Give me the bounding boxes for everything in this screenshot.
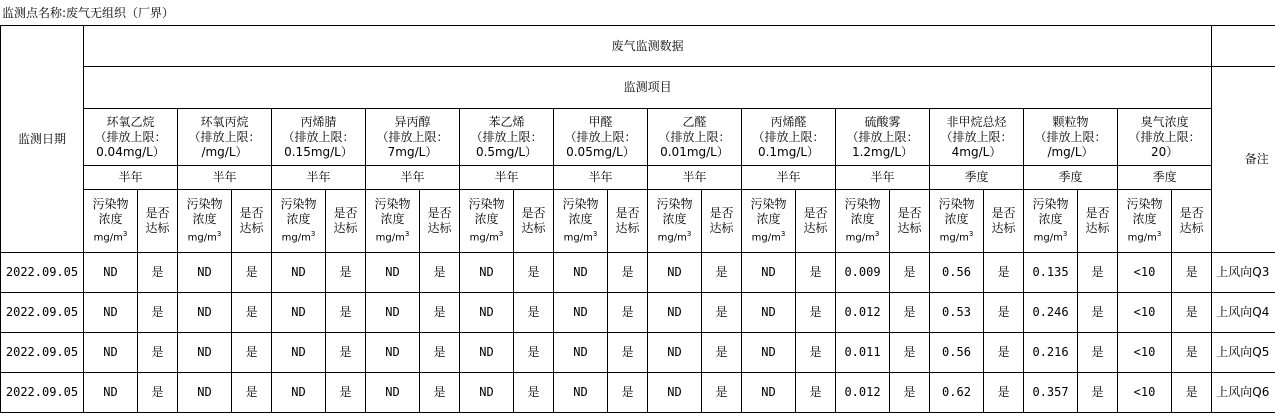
unit-text: mg/m bbox=[657, 232, 687, 244]
item-limit-value: 0.5mg/L） bbox=[475, 144, 538, 159]
concentration-value: ND bbox=[648, 373, 702, 413]
item-name: 非甲烷总烃 bbox=[946, 114, 1007, 129]
table-row bbox=[1, 293, 1275, 333]
concentration-value: ND bbox=[460, 293, 514, 333]
compliance-line2: 达标 bbox=[803, 221, 828, 235]
item-header-cell bbox=[742, 109, 836, 166]
compliance-line1: 是否 bbox=[145, 206, 170, 220]
site-name-label: 监测点名称: bbox=[2, 6, 67, 20]
concentration-value: ND bbox=[366, 293, 420, 333]
compliance-value: 是 bbox=[796, 373, 836, 413]
concentration-value: ND bbox=[742, 293, 796, 333]
row-remark: 上风向Q5 bbox=[1212, 333, 1275, 373]
compliance-header bbox=[326, 190, 366, 253]
compliance-line2: 达标 bbox=[615, 221, 640, 235]
concentration-value: ND bbox=[178, 333, 232, 373]
compliance-value: 是 bbox=[326, 373, 366, 413]
compliance-header bbox=[1172, 190, 1212, 253]
item-frequency: 半年 bbox=[648, 166, 742, 190]
item-limit-value: 4mg/L） bbox=[951, 144, 1002, 159]
compliance-value: 是 bbox=[514, 293, 554, 333]
compliance-header bbox=[1078, 190, 1118, 253]
compliance-line1: 是否 bbox=[1179, 206, 1204, 220]
concentration-line1: 污染物 bbox=[562, 196, 599, 211]
item-limit-label: （排放上限： bbox=[282, 129, 355, 144]
concentration-value: ND bbox=[648, 253, 702, 293]
item-name: 丙烯腈 bbox=[300, 114, 337, 129]
compliance-line2: 达标 bbox=[1179, 221, 1204, 235]
concentration-line1: 污染物 bbox=[280, 196, 317, 211]
concentration-unit bbox=[1024, 227, 1077, 245]
compliance-value: 是 bbox=[984, 253, 1024, 293]
compliance-value: 是 bbox=[232, 373, 272, 413]
item-limit-value: /mg/L） bbox=[201, 144, 248, 159]
compliance-value: 是 bbox=[702, 373, 742, 413]
unit-superscript: 3 bbox=[122, 229, 128, 238]
compliance-value: 是 bbox=[1078, 333, 1118, 373]
item-limit-value: 20） bbox=[1150, 144, 1179, 159]
compliance-value: 是 bbox=[890, 253, 930, 293]
row-date: 2022.09.05 bbox=[1, 373, 84, 413]
concentration-header bbox=[366, 190, 420, 253]
compliance-value: 是 bbox=[984, 373, 1024, 413]
compliance-value: 是 bbox=[420, 253, 460, 293]
item-frequency: 季度 bbox=[1024, 166, 1118, 190]
row-remark: 上风向Q4 bbox=[1212, 293, 1275, 333]
item-name: 颗粒物 bbox=[1052, 114, 1089, 129]
unit-text: mg/m bbox=[375, 232, 405, 244]
compliance-value: 是 bbox=[514, 373, 554, 413]
concentration-value: ND bbox=[84, 253, 138, 293]
concentration-value: ND bbox=[366, 333, 420, 373]
compliance-line1: 是否 bbox=[615, 206, 640, 220]
compliance-value: 是 bbox=[984, 333, 1024, 373]
site-name-value: 废气无组织（厂界） bbox=[66, 6, 175, 20]
concentration-line2: 浓度 bbox=[756, 211, 781, 226]
item-frequency: 半年 bbox=[272, 166, 366, 190]
row-date: 2022.09.05 bbox=[1, 253, 84, 293]
compliance-line2: 达标 bbox=[709, 221, 734, 235]
concentration-line1: 污染物 bbox=[468, 196, 505, 211]
compliance-header bbox=[702, 190, 742, 253]
unit-superscript: 3 bbox=[216, 229, 222, 238]
item-frequency: 半年 bbox=[460, 166, 554, 190]
unit-text: mg/m bbox=[563, 232, 593, 244]
compliance-value: 是 bbox=[702, 293, 742, 333]
compliance-value: 是 bbox=[1172, 373, 1212, 413]
item-limit-value: 7mg/L） bbox=[387, 144, 438, 159]
unit-superscript: 3 bbox=[592, 229, 598, 238]
concentration-value: ND bbox=[460, 253, 514, 293]
concentration-value: ND bbox=[554, 373, 608, 413]
concentration-value: ND bbox=[178, 253, 232, 293]
table-title: 废气监测数据 bbox=[84, 26, 1212, 67]
compliance-line1: 是否 bbox=[427, 206, 452, 220]
item-limit-label: （排放上限： bbox=[188, 129, 261, 144]
compliance-line2: 达标 bbox=[897, 221, 922, 235]
compliance-value: 是 bbox=[796, 293, 836, 333]
concentration-header bbox=[272, 190, 326, 253]
compliance-value: 是 bbox=[420, 293, 460, 333]
concentration-value: ND bbox=[554, 293, 608, 333]
concentration-value: ND bbox=[178, 373, 232, 413]
compliance-line2: 达标 bbox=[145, 221, 170, 235]
concentration-value: ND bbox=[554, 333, 608, 373]
table-row bbox=[1, 373, 1275, 413]
compliance-value: 是 bbox=[326, 293, 366, 333]
compliance-value: 是 bbox=[796, 253, 836, 293]
concentration-header bbox=[178, 190, 232, 253]
concentration-line1: 污染物 bbox=[844, 196, 881, 211]
item-limit-value: 0.01mg/L） bbox=[660, 144, 729, 159]
concentration-value: 0.56 bbox=[930, 253, 984, 293]
concentration-unit bbox=[460, 227, 513, 245]
compliance-line1: 是否 bbox=[333, 206, 358, 220]
item-limit-value: 1.2mg/L） bbox=[851, 144, 914, 159]
concentration-line1: 污染物 bbox=[92, 196, 129, 211]
item-header-cell bbox=[836, 109, 930, 166]
concentration-unit bbox=[742, 227, 795, 245]
concentration-value: ND bbox=[460, 373, 514, 413]
compliance-value: 是 bbox=[514, 253, 554, 293]
compliance-header bbox=[608, 190, 648, 253]
concentration-line2: 浓度 bbox=[1038, 211, 1063, 226]
compliance-value: 是 bbox=[138, 253, 178, 293]
monitoring-table bbox=[0, 25, 1275, 413]
concentration-header bbox=[1024, 190, 1078, 253]
compliance-value: 是 bbox=[232, 293, 272, 333]
date-header: 监测日期 bbox=[1, 26, 84, 253]
compliance-value: 是 bbox=[890, 373, 930, 413]
concentration-value: 0.009 bbox=[836, 253, 890, 293]
concentration-unit bbox=[1118, 227, 1171, 245]
item-limit-value: 0.1mg/L） bbox=[757, 144, 820, 159]
concentration-unit bbox=[366, 227, 419, 245]
concentration-unit bbox=[272, 227, 325, 245]
concentration-line1: 污染物 bbox=[1032, 196, 1069, 211]
concentration-value: 0.53 bbox=[930, 293, 984, 333]
concentration-value: <10 bbox=[1118, 333, 1172, 373]
item-name: 环氧乙烷 bbox=[106, 114, 155, 129]
compliance-header bbox=[890, 190, 930, 253]
concentration-value: 0.011 bbox=[836, 333, 890, 373]
item-header-cell bbox=[272, 109, 366, 166]
item-name: 甲醛 bbox=[588, 114, 613, 129]
unit-text: mg/m bbox=[939, 232, 969, 244]
table-row bbox=[1, 253, 1275, 293]
title-blank-cell bbox=[1212, 26, 1275, 67]
item-frequency: 半年 bbox=[554, 166, 648, 190]
compliance-value: 是 bbox=[608, 373, 648, 413]
item-limit-value: 0.15mg/L） bbox=[284, 144, 353, 159]
row-date: 2022.09.05 bbox=[1, 293, 84, 333]
compliance-header bbox=[514, 190, 554, 253]
item-header-cell bbox=[930, 109, 1024, 166]
compliance-line2: 达标 bbox=[239, 221, 264, 235]
item-limit-label: （排放上限： bbox=[752, 129, 825, 144]
unit-superscript: 3 bbox=[404, 229, 410, 238]
compliance-value: 是 bbox=[702, 333, 742, 373]
compliance-line2: 达标 bbox=[521, 221, 546, 235]
concentration-value: ND bbox=[84, 293, 138, 333]
compliance-header bbox=[420, 190, 460, 253]
concentration-unit bbox=[554, 227, 607, 245]
item-name: 异丙醇 bbox=[394, 114, 431, 129]
concentration-header bbox=[930, 190, 984, 253]
item-frequency: 半年 bbox=[178, 166, 272, 190]
concentration-header bbox=[836, 190, 890, 253]
concentration-value: ND bbox=[272, 373, 326, 413]
item-header-cell bbox=[648, 109, 742, 166]
item-limit-label: （排放上限： bbox=[564, 129, 637, 144]
concentration-value: <10 bbox=[1118, 373, 1172, 413]
compliance-value: 是 bbox=[1078, 293, 1118, 333]
concentration-line1: 污染物 bbox=[656, 196, 693, 211]
compliance-value: 是 bbox=[420, 333, 460, 373]
unit-superscript: 3 bbox=[1062, 229, 1068, 238]
item-limit-label: （排放上限： bbox=[470, 129, 543, 144]
item-limit-label: （排放上限： bbox=[846, 129, 919, 144]
compliance-value: 是 bbox=[1078, 373, 1118, 413]
item-name: 乙醛 bbox=[682, 114, 707, 129]
item-limit-label: （排放上限： bbox=[1034, 129, 1107, 144]
compliance-line1: 是否 bbox=[897, 206, 922, 220]
compliance-value: 是 bbox=[326, 333, 366, 373]
item-frequency: 半年 bbox=[84, 166, 178, 190]
compliance-line1: 是否 bbox=[991, 206, 1016, 220]
unit-text: mg/m bbox=[469, 232, 499, 244]
compliance-line2: 达标 bbox=[1085, 221, 1110, 235]
item-header-cell bbox=[1024, 109, 1118, 166]
concentration-value: 0.357 bbox=[1024, 373, 1078, 413]
unit-text: mg/m bbox=[1033, 232, 1063, 244]
unit-superscript: 3 bbox=[874, 229, 880, 238]
compliance-value: 是 bbox=[1172, 293, 1212, 333]
item-limit-value: 0.05mg/L） bbox=[566, 144, 635, 159]
item-limit-value: /mg/L） bbox=[1047, 144, 1094, 159]
concentration-line1: 污染物 bbox=[374, 196, 411, 211]
concentration-value: ND bbox=[84, 373, 138, 413]
concentration-value: ND bbox=[272, 253, 326, 293]
compliance-value: 是 bbox=[420, 373, 460, 413]
site-name-line bbox=[2, 2, 174, 24]
item-header-cell bbox=[460, 109, 554, 166]
concentration-line1: 污染物 bbox=[1126, 196, 1163, 211]
concentration-line2: 浓度 bbox=[850, 211, 875, 226]
concentration-unit bbox=[648, 227, 701, 245]
unit-superscript: 3 bbox=[968, 229, 974, 238]
concentration-unit bbox=[836, 227, 889, 245]
concentration-unit bbox=[930, 227, 983, 245]
compliance-line1: 是否 bbox=[709, 206, 734, 220]
item-limit-label: （排放上限： bbox=[940, 129, 1013, 144]
concentration-value: ND bbox=[366, 373, 420, 413]
compliance-value: 是 bbox=[890, 293, 930, 333]
concentration-value: ND bbox=[648, 333, 702, 373]
concentration-line1: 污染物 bbox=[186, 196, 223, 211]
compliance-value: 是 bbox=[702, 253, 742, 293]
item-header-cell bbox=[84, 109, 178, 166]
item-limit-value: 0.04mg/L） bbox=[96, 144, 165, 159]
item-frequency: 半年 bbox=[836, 166, 930, 190]
remark-header: 备注 bbox=[1212, 67, 1275, 253]
compliance-header bbox=[796, 190, 836, 253]
compliance-value: 是 bbox=[1172, 333, 1212, 373]
item-header-cell bbox=[1118, 109, 1212, 166]
row-remark: 上风向Q6 bbox=[1212, 373, 1275, 413]
concentration-header bbox=[84, 190, 138, 253]
concentration-value: 0.56 bbox=[930, 333, 984, 373]
item-header-cell bbox=[178, 109, 272, 166]
group-header: 监测项目 bbox=[84, 67, 1212, 109]
item-name: 丙烯醛 bbox=[770, 114, 807, 129]
item-frequency: 季度 bbox=[1118, 166, 1212, 190]
compliance-line1: 是否 bbox=[803, 206, 828, 220]
concentration-header bbox=[554, 190, 608, 253]
item-header-cell bbox=[366, 109, 460, 166]
concentration-unit bbox=[84, 227, 137, 245]
concentration-value: ND bbox=[366, 253, 420, 293]
compliance-value: 是 bbox=[138, 333, 178, 373]
unit-superscript: 3 bbox=[1156, 229, 1162, 238]
concentration-line2: 浓度 bbox=[192, 211, 217, 226]
concentration-line2: 浓度 bbox=[474, 211, 499, 226]
unit-text: mg/m bbox=[281, 232, 311, 244]
concentration-header bbox=[742, 190, 796, 253]
concentration-value: ND bbox=[84, 333, 138, 373]
item-limit-label: （排放上限： bbox=[376, 129, 449, 144]
concentration-value: 0.216 bbox=[1024, 333, 1078, 373]
unit-superscript: 3 bbox=[498, 229, 504, 238]
concentration-value: ND bbox=[648, 293, 702, 333]
concentration-value: ND bbox=[178, 293, 232, 333]
concentration-line2: 浓度 bbox=[98, 211, 123, 226]
concentration-line1: 污染物 bbox=[938, 196, 975, 211]
concentration-value: 0.012 bbox=[836, 293, 890, 333]
table-row bbox=[1, 333, 1275, 373]
concentration-value: 0.62 bbox=[930, 373, 984, 413]
compliance-header bbox=[984, 190, 1024, 253]
item-frequency: 半年 bbox=[742, 166, 836, 190]
unit-superscript: 3 bbox=[780, 229, 786, 238]
compliance-value: 是 bbox=[138, 293, 178, 333]
compliance-value: 是 bbox=[890, 333, 930, 373]
compliance-value: 是 bbox=[514, 333, 554, 373]
unit-text: mg/m bbox=[1127, 232, 1157, 244]
item-name: 环氧丙烷 bbox=[200, 114, 249, 129]
unit-text: mg/m bbox=[845, 232, 875, 244]
row-date: 2022.09.05 bbox=[1, 333, 84, 373]
concentration-value: 0.135 bbox=[1024, 253, 1078, 293]
compliance-line1: 是否 bbox=[521, 206, 546, 220]
unit-text: mg/m bbox=[751, 232, 781, 244]
concentration-value: ND bbox=[272, 333, 326, 373]
unit-text: mg/m bbox=[187, 232, 217, 244]
compliance-value: 是 bbox=[608, 333, 648, 373]
compliance-value: 是 bbox=[1172, 253, 1212, 293]
compliance-value: 是 bbox=[1078, 253, 1118, 293]
compliance-value: 是 bbox=[608, 253, 648, 293]
item-name: 硫酸雾 bbox=[864, 114, 901, 129]
concentration-value: 0.246 bbox=[1024, 293, 1078, 333]
compliance-line1: 是否 bbox=[239, 206, 264, 220]
item-frequency: 季度 bbox=[930, 166, 1024, 190]
concentration-line2: 浓度 bbox=[380, 211, 405, 226]
item-name: 苯乙烯 bbox=[488, 114, 525, 129]
concentration-line2: 浓度 bbox=[286, 211, 311, 226]
concentration-header bbox=[648, 190, 702, 253]
unit-superscript: 3 bbox=[686, 229, 692, 238]
compliance-line2: 达标 bbox=[333, 221, 358, 235]
compliance-value: 是 bbox=[796, 333, 836, 373]
compliance-line2: 达标 bbox=[427, 221, 452, 235]
unit-text: mg/m bbox=[93, 232, 123, 244]
concentration-line2: 浓度 bbox=[662, 211, 687, 226]
compliance-value: 是 bbox=[138, 373, 178, 413]
concentration-line2: 浓度 bbox=[1132, 211, 1157, 226]
item-limit-label: （排放上限： bbox=[1128, 129, 1201, 144]
item-header-cell bbox=[554, 109, 648, 166]
concentration-value: 0.012 bbox=[836, 373, 890, 413]
concentration-value: <10 bbox=[1118, 253, 1172, 293]
compliance-header bbox=[232, 190, 272, 253]
concentration-value: <10 bbox=[1118, 293, 1172, 333]
item-frequency: 半年 bbox=[366, 166, 460, 190]
concentration-line1: 污染物 bbox=[750, 196, 787, 211]
concentration-unit bbox=[178, 227, 231, 245]
compliance-value: 是 bbox=[232, 333, 272, 373]
concentration-value: ND bbox=[742, 333, 796, 373]
concentration-line2: 浓度 bbox=[568, 211, 593, 226]
compliance-header bbox=[138, 190, 178, 253]
compliance-line1: 是否 bbox=[1085, 206, 1110, 220]
unit-superscript: 3 bbox=[310, 229, 316, 238]
concentration-value: ND bbox=[742, 253, 796, 293]
concentration-value: ND bbox=[272, 293, 326, 333]
compliance-value: 是 bbox=[608, 293, 648, 333]
compliance-line2: 达标 bbox=[991, 221, 1016, 235]
concentration-header bbox=[1118, 190, 1172, 253]
compliance-value: 是 bbox=[984, 293, 1024, 333]
item-name: 臭气浓度 bbox=[1140, 114, 1189, 129]
row-remark: 上风向Q3 bbox=[1212, 253, 1275, 293]
item-limit-label: （排放上限： bbox=[658, 129, 731, 144]
item-limit-label: （排放上限： bbox=[94, 129, 167, 144]
concentration-value: ND bbox=[554, 253, 608, 293]
concentration-value: ND bbox=[742, 373, 796, 413]
concentration-value: ND bbox=[460, 333, 514, 373]
compliance-value: 是 bbox=[326, 253, 366, 293]
concentration-line2: 浓度 bbox=[944, 211, 969, 226]
compliance-value: 是 bbox=[232, 253, 272, 293]
concentration-header bbox=[460, 190, 514, 253]
